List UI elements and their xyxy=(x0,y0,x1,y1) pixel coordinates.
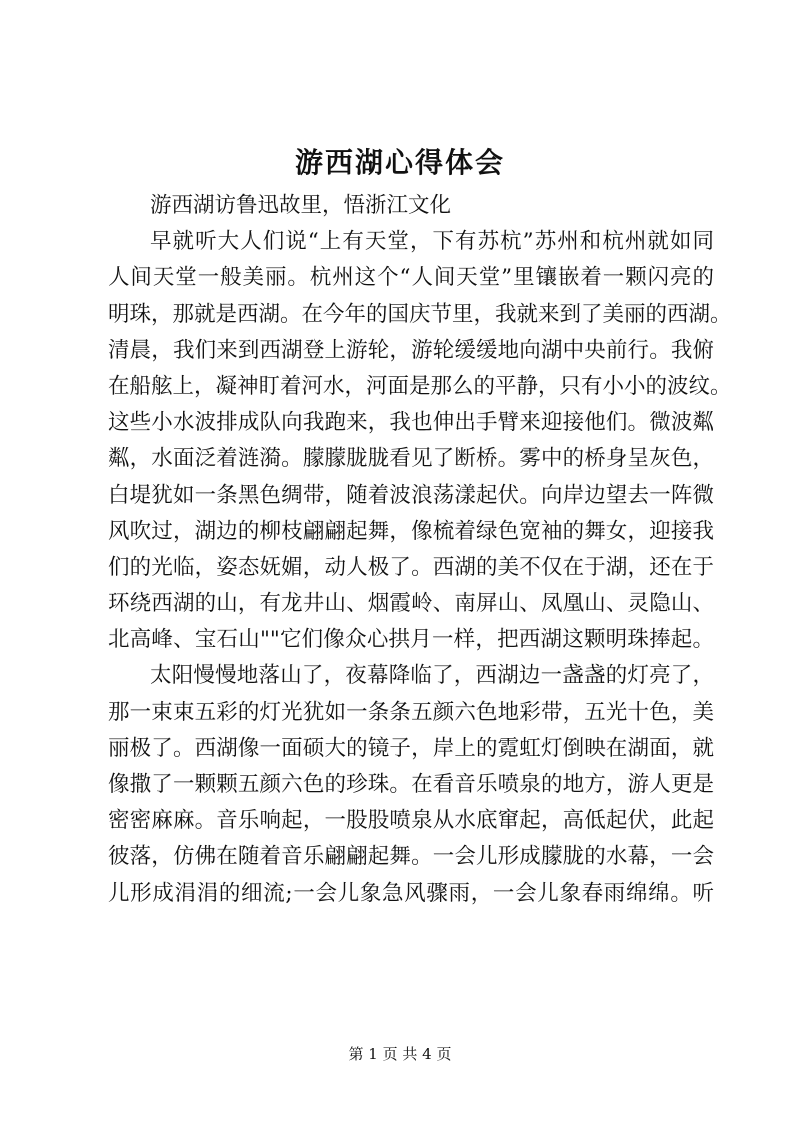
paragraph-line: 们的光临，姿态妩媚，动人极了。西湖的美不仅在于湖，还在于 xyxy=(108,554,714,580)
paragraph-line: 粼，水面泛着涟漪。朦朦胧胧看见了断桥。雾中的桥身呈灰色， xyxy=(108,446,714,472)
paragraph-line: 早就听大人们说“上有天堂，下有苏杭”苏州和杭州就如同 xyxy=(150,229,714,255)
paragraph-line: 儿形成涓涓的细流;一会儿象急风骤雨，一会儿象春雨绵绵。听 xyxy=(108,880,714,906)
paragraph-line: 明珠，那就是西湖。在今年的国庆节里，我就来到了美丽的西湖。 xyxy=(108,301,732,327)
paragraph-line: 白堤犹如一条黑色绸带，随着波浪荡漾起伏。向岸边望去一阵微 xyxy=(108,482,714,508)
paragraph-line: 环绕西湖的山，有龙井山、烟霞岭、南屏山、凤凰山、灵隐山、 xyxy=(108,591,714,617)
paragraph-line: 丽极了。西湖像一面硕大的镜子，岸上的霓虹灯倒映在湖面，就 xyxy=(108,735,714,761)
paragraph-line: 那一束束五彩的灯光犹如一条条五颜六色地彩带，五光十色，美 xyxy=(108,699,714,725)
paragraph-line: 人间天堂一般美丽。杭州这个“人间天堂”里镶嵌着一颗闪亮的 xyxy=(108,265,714,291)
paragraph-line: 在船舷上，凝神盯着河水，河面是那么的平静，只有小小的波纹。 xyxy=(108,373,732,399)
paragraph-line: 太阳慢慢地落山了，夜幕降临了，西湖边一盏盏的灯亮了， xyxy=(150,663,714,689)
paragraph-line: 这些小水波排成队向我跑来，我也伸出手臂来迎接他们。微波粼 xyxy=(108,410,714,436)
paragraph-line: 清晨，我们来到西湖登上游轮，游轮缓缓地向湖中央前行。我俯 xyxy=(108,337,714,363)
subtitle-line: 游西湖访鲁迅故里，悟浙江文化 xyxy=(150,193,452,218)
paragraph-line: 风吹过，湖边的柳枝翩翩起舞，像梳着绿色宽袖的舞女，迎接我 xyxy=(108,518,714,544)
page-footer: 第 1 页 共 4 页 xyxy=(348,1045,452,1063)
paragraph-line: 密密麻麻。音乐响起，一股股喷泉从水底窜起，高低起伏，此起 xyxy=(108,808,714,834)
document-body xyxy=(108,188,732,912)
paragraph-line: 彼落，仿佛在随着音乐翩翩起舞。一会儿形成朦胧的水幕，一会 xyxy=(108,844,714,870)
document-title: 游西湖心得体会 xyxy=(294,146,505,179)
paragraph-line: 像撒了一颗颗五颜六色的珍珠。在看音乐喷泉的地方，游人更是 xyxy=(108,772,714,797)
paragraph-line: 北高峰、宝石山""它们像众心拱月一样，把西湖这颗明珠捧起。 xyxy=(108,627,714,653)
